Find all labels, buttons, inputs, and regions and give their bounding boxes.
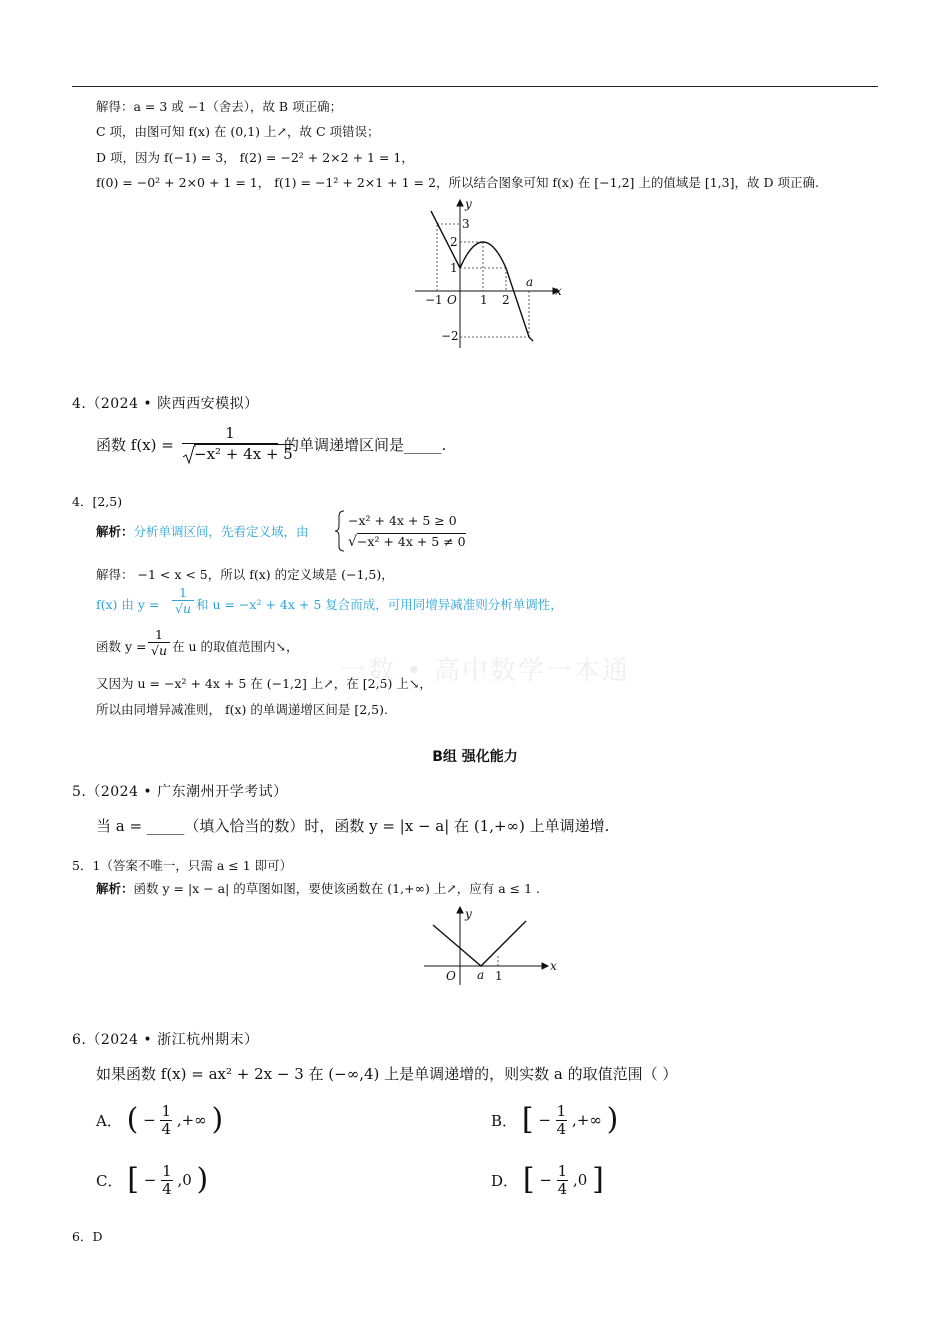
a4-line-4: 又因为 u = −x² + 4x + 5 在 (−1,2] 上↗，在 [2,5) 上↘， bbox=[96, 676, 432, 691]
option-right-bracket: ) bbox=[606, 1102, 619, 1137]
quadratic-graph bbox=[405, 198, 565, 350]
a4-line-2a: f(x) 由 y = bbox=[96, 597, 160, 612]
graph1-label-x1: 1 bbox=[480, 293, 488, 307]
option-fraction bbox=[161, 1163, 173, 1198]
a4-system-line-2 bbox=[348, 534, 466, 550]
option-fraction-den: 4 bbox=[161, 1119, 172, 1138]
q5-stem: 当 a = _____（填入恰当的数）时，函数 y = |x − a| 在 (1,+∞) 上单调递增. bbox=[96, 817, 610, 835]
q4-fraction-denominator-wrap bbox=[182, 444, 293, 463]
a4-line-2-frac-den-wrap bbox=[172, 601, 194, 617]
graph1-label-x: x bbox=[555, 284, 562, 298]
q6-option-a[interactable] bbox=[96, 1100, 223, 1140]
q6-option-b[interactable] bbox=[491, 1100, 618, 1140]
a4-line-2-frac-den: u bbox=[182, 601, 192, 616]
q6-stem: 如果函数 f(x) = ax² + 2x − 3 在 (−∞,4) 上是单调递增的，则实数 a 的取值范围（ ） bbox=[96, 1065, 678, 1083]
option-label: B． bbox=[491, 1111, 518, 1130]
option-fraction-num: 1 bbox=[557, 1161, 568, 1180]
a4-line-3a: 函数 y = bbox=[96, 639, 147, 654]
q6-option-d[interactable] bbox=[491, 1160, 604, 1200]
a4-line-2b: 和 u = −x² + 4x + 5 复合而成，可用同增异减准则分析单调性， bbox=[196, 597, 563, 612]
graph1-label-origin: O bbox=[447, 293, 457, 307]
option-label: D． bbox=[491, 1171, 519, 1190]
option-fraction-den: 4 bbox=[162, 1179, 172, 1198]
option-left-bracket: ( bbox=[126, 1102, 139, 1137]
a4-line-3b: 在 u 的取值范围内↘， bbox=[172, 639, 299, 654]
q4-fraction-denominator: −x² + 4x + 5 bbox=[194, 445, 293, 463]
a4-system-line-1: −x² + 4x + 5 ≥ 0 bbox=[348, 513, 457, 528]
option-fraction-den: 4 bbox=[556, 1119, 567, 1138]
a4-hint-label: 解析： bbox=[96, 524, 134, 539]
q4-header: 4.（2024 • 陕西西安模拟） bbox=[72, 396, 259, 412]
a4-line-2-fraction bbox=[172, 586, 194, 617]
prev-solution-line-3: D 项，因为 f(−1) = 3， f(2) = −2² + 2×2 + 1 = 1， bbox=[96, 150, 414, 165]
option-fraction-num: 1 bbox=[162, 1161, 172, 1180]
prev-solution-line-1: 解得：a = 3 或 −1（舍去），故 B 项正确； bbox=[96, 99, 343, 114]
abs-value-graph bbox=[420, 905, 560, 987]
graph2-label-y: y bbox=[465, 907, 472, 921]
prev-solution-line-2: C 项，由图可知 f(x) 在 (0,1) 上↗，故 C 项错误； bbox=[96, 124, 380, 139]
sqrt-icon: √ bbox=[150, 643, 159, 658]
option-right-bracket: ] bbox=[592, 1162, 604, 1197]
sqrt-icon: √ bbox=[348, 534, 357, 550]
graph2-label-origin: O bbox=[446, 969, 456, 983]
option-fraction-den: 4 bbox=[557, 1179, 568, 1198]
graph1-label-y2: 2 bbox=[450, 235, 458, 249]
option-left-bracket: [ bbox=[127, 1162, 139, 1197]
option-sign: − bbox=[143, 1111, 156, 1129]
a5-hint-label: 解析： bbox=[96, 881, 134, 896]
option-left-bracket: [ bbox=[522, 1162, 535, 1197]
a4-line-3-frac-den-wrap bbox=[148, 643, 170, 659]
prev-solution-line-4: f(0) = −0² + 2×0 + 1 = 1， f(1) = −1² + 2×1 + 1 = 2，所以结合图象可知 f(x) 在 [−1,2] 上的值域是 [1,3]，故 D 项正确. bbox=[96, 175, 819, 190]
q6-option-c[interactable] bbox=[96, 1160, 208, 1200]
a4-line-3-frac-num: 1 bbox=[148, 628, 170, 643]
option-label: A． bbox=[96, 1111, 122, 1130]
a4-hint-text: 分析单调区间，先看定义域，由 bbox=[133, 524, 309, 539]
a4-line-3-fraction bbox=[148, 628, 170, 659]
a4-line-2-frac-num: 1 bbox=[172, 586, 194, 601]
a5-hint-text: 函数 y = |x − a| 的草图如图，要使该函数在 (1,+∞) 上↗，应有 a ≤ 1 . bbox=[133, 881, 541, 896]
q4-stem-prefix: 函数 f(x) = bbox=[96, 436, 174, 454]
graph1-label-xneg1: −1 bbox=[425, 293, 443, 307]
option-tail: ,0 bbox=[177, 1171, 192, 1189]
graph1-label-y1: 1 bbox=[450, 261, 458, 275]
option-fraction bbox=[160, 1103, 172, 1138]
q4-fraction bbox=[182, 424, 293, 463]
option-fraction-num: 1 bbox=[556, 1101, 567, 1120]
sqrt-icon: √ bbox=[174, 601, 183, 616]
a5-answer: 5．1（答案不唯一，只需 a ≤ 1 即可） bbox=[72, 858, 293, 873]
option-tail: ,+∞ bbox=[176, 1111, 207, 1129]
a4-system-line-2-text: −x² + 4x + 5 ≠ 0 bbox=[356, 534, 466, 549]
option-fraction bbox=[557, 1163, 569, 1198]
option-fraction-num: 1 bbox=[161, 1101, 172, 1120]
q4-fraction-numerator: 1 bbox=[182, 424, 278, 444]
option-label: C． bbox=[96, 1171, 123, 1190]
watermark: 一数 • 高中数学一本通 bbox=[340, 656, 630, 686]
option-sign: − bbox=[538, 1111, 551, 1129]
left-brace-icon bbox=[334, 510, 346, 552]
option-sign: − bbox=[143, 1171, 157, 1189]
header-rule bbox=[72, 86, 878, 87]
option-sign: − bbox=[539, 1171, 552, 1189]
a4-line-5: 所以由同增异减准则， f(x) 的单调递增区间是 [2,5). bbox=[96, 702, 388, 717]
graph1-label-y3: 3 bbox=[462, 217, 470, 231]
option-tail: ,0 bbox=[573, 1171, 588, 1189]
q6-header: 6.（2024 • 浙江杭州期末） bbox=[72, 1032, 259, 1048]
option-right-bracket: ) bbox=[196, 1162, 209, 1197]
graph2-label-x: x bbox=[550, 959, 557, 973]
a4-line-3-frac-den: u bbox=[158, 643, 168, 658]
graph1-label-yneg2: −2 bbox=[441, 329, 459, 343]
a4-answer: 4．[2,5) bbox=[72, 494, 123, 509]
graph1-label-x2: 2 bbox=[502, 293, 510, 307]
option-fraction bbox=[556, 1103, 568, 1138]
a4-line-1: 解得： −1 < x < 5，所以 f(x) 的定义域是 (−1,5)， bbox=[96, 567, 394, 582]
option-right-bracket: ) bbox=[211, 1102, 224, 1137]
graph2-label-a: a bbox=[477, 968, 485, 982]
sqrt-sign-icon bbox=[182, 445, 196, 465]
a4-hint bbox=[96, 522, 309, 540]
graph1-label-a: a bbox=[526, 275, 534, 289]
q4-stem-suffix: 的单调递增区间是_____. bbox=[284, 436, 447, 454]
option-tail: ,+∞ bbox=[572, 1111, 602, 1129]
a5-hint bbox=[96, 879, 540, 897]
graph2-label-one: 1 bbox=[495, 969, 503, 983]
a6-answer: 6．D bbox=[72, 1229, 103, 1244]
abs-value-curve bbox=[433, 921, 526, 966]
option-left-bracket: [ bbox=[521, 1102, 534, 1137]
section-b-title: B组 强化能力 bbox=[432, 749, 518, 765]
q5-header: 5.（2024 • 广东潮州开学考试） bbox=[72, 784, 288, 800]
graph1-label-y: y bbox=[465, 198, 472, 211]
